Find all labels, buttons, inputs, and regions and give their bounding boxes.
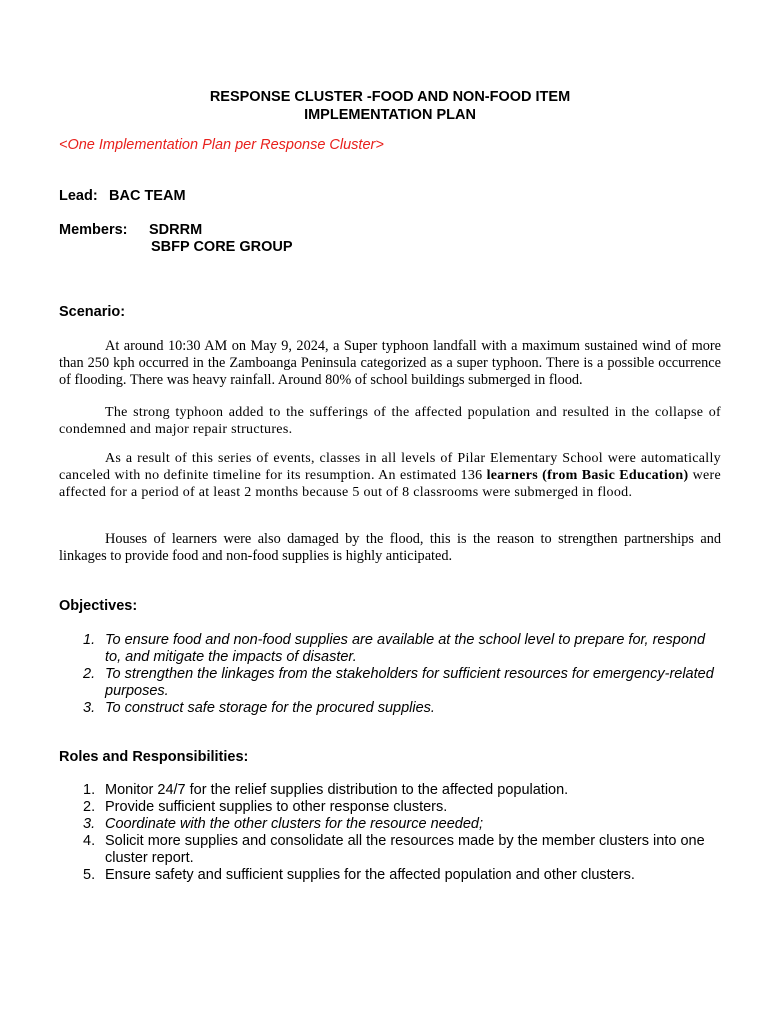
scenario-heading: Scenario:	[59, 304, 126, 320]
list-item	[59, 867, 721, 884]
list-item	[59, 833, 721, 867]
list-item	[59, 666, 721, 700]
lead-label: Lead:	[59, 188, 98, 204]
list-number: 2.	[83, 666, 96, 682]
document-title-line2: IMPLEMENTATION PLAN	[304, 107, 476, 123]
list-item	[59, 782, 721, 799]
template-note: <One Implementation Plan per Response Cluster>	[59, 137, 384, 153]
list-text: Monitor 24/7 for the relief supplies distribution to the affected population.	[105, 782, 569, 798]
members-label: Members:	[59, 222, 128, 238]
scenario-paragraph-4: Houses of learners were also damaged by the flood, this is the reason to strengthen partnerships and linkages to provide food and non-food supplies is highly anticipated.	[59, 531, 721, 564]
lead-value: BAC TEAM	[109, 188, 186, 204]
list-text: Provide sufficient supplies to other response clusters.	[105, 799, 448, 815]
scenario-p3-bold: learners (from Basic Education)	[486, 468, 689, 483]
list-text: To construct safe storage for the procured supplies.	[105, 700, 435, 716]
list-text: To strengthen the linkages from the stakeholders for sufficient resources for emergency-related purposes.	[105, 666, 714, 699]
list-number: 1.	[83, 632, 96, 648]
document-title-line1: RESPONSE CLUSTER -FOOD AND NON-FOOD ITEM	[209, 89, 571, 105]
scenario-paragraph-1: At around 10:30 AM on May 9, 2024, a Super typhoon landfall with a maximum sustained wind of more than 250 kph occurred in the Zamboanga Peninsula categorized as a super typhoon. There is a possible occurrence of flooding. There was heavy rainfall. Around 80% of school buildings submerged in flood.	[59, 338, 721, 388]
list-item	[59, 799, 721, 816]
list-text: To ensure food and non-food supplies are available at the school level to prepare for, respond to, and mitigate the impacts of disaster.	[105, 632, 706, 665]
list-number: 3.	[83, 700, 96, 716]
list-number: 3.	[83, 816, 96, 832]
list-item	[59, 700, 721, 717]
roles-heading: Roles and Responsibilities:	[59, 749, 249, 765]
scenario-p3-part-b: were affected for a period of at least 2 months because 5 out of 8 classrooms were submerged in flood.	[59, 468, 721, 500]
objectives-list	[59, 632, 721, 717]
list-number: 4.	[83, 833, 96, 849]
member-item: SBFP CORE GROUP	[151, 239, 293, 255]
list-item	[59, 632, 721, 666]
list-number: 1.	[83, 782, 96, 798]
list-text: Coordinate with the other clusters for the resource needed;	[105, 816, 484, 832]
list-text: Solicit more supplies and consolidate all the resources made by the member clusters into one cluster report.	[105, 833, 705, 866]
roles-list	[59, 782, 721, 884]
list-number: 2.	[83, 799, 96, 815]
objectives-heading: Objectives:	[59, 598, 138, 614]
list-text: Ensure safety and sufficient supplies for the affected population and other clusters.	[105, 867, 635, 883]
list-number: 5.	[83, 867, 96, 883]
member-item: SDRRM	[149, 222, 203, 238]
scenario-paragraph-3	[59, 450, 721, 501]
list-item	[59, 816, 721, 833]
scenario-p3-part-a: As a result of this series of events, classes in all levels of Pilar Elementary School were automatically canceled with no definite timeline for its resumption. An estimated 136	[59, 451, 721, 483]
scenario-paragraph-2: The strong typhoon added to the sufferings of the affected population and resulted in the collapse of condemned and major repair structures.	[59, 405, 721, 437]
